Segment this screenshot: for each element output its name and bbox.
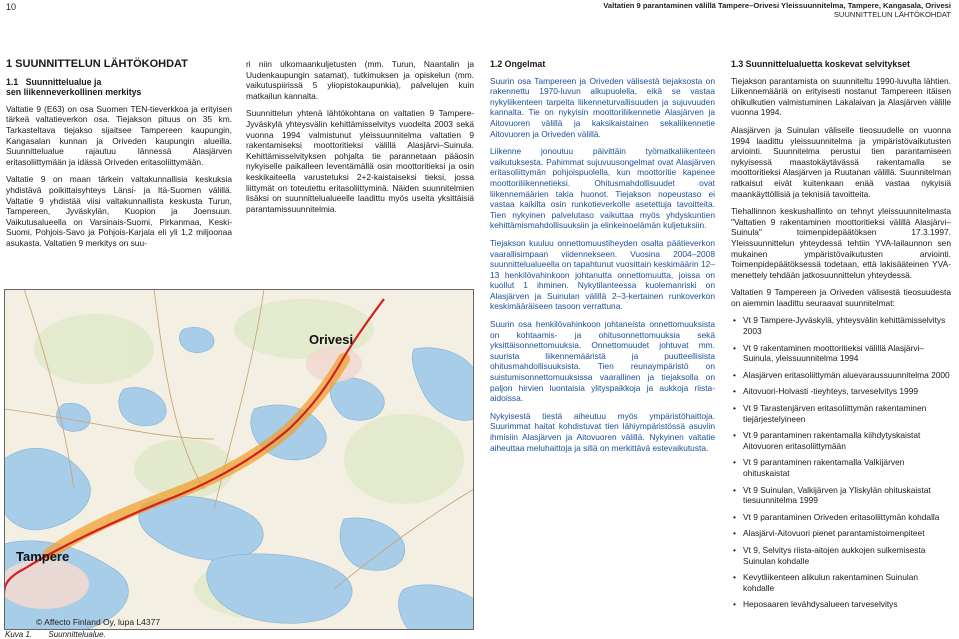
running-subtitle: SUUNNITTELUN LÄHTÖKOHDAT: [833, 10, 951, 19]
paragraph: Valtatien 9 Tampereen ja Oriveden välisestä tieosuudesta on aiemmin laadittu seuraavat suunnitelmat:: [731, 287, 951, 308]
list-item: • Vt 9 Suinulan, Valkijärven ja Yliskylän ohituskaistat tiesuunnitelma 1999: [743, 485, 951, 506]
list-item: • Vt 9 parantaminen rakentamalla kiihdytyskaistat Aitovuoren eritasoliittymään: [743, 430, 951, 451]
list-item: • Vt 9 rakentaminen moottoritieksi välillä Alasjärvi–Suinula, yleissuunnitelma 1994: [743, 343, 951, 364]
paragraph: Liikenne jonoutuu päivittäin työmatkaliikenteen vaikutuksesta. Pahimmat sujuvuusongelmat ovat Alasjärven eritasoliittymän pohjoispuolella, kun moottoritie kapenee moottoriliikennetieksi. Ohitusmahdollisuudet ovat liikennemäärien takia huonot. Tiejakson nopeustaso ei vastaa kaikilta osin runkotieverkolle asetettuja tavoitteita. Tien nykyinen palvelutaso vaikuttaa myös yhdyskuntien kehittämismahdollisuuksiin ja elinkeinoelämän kuljetuksiin.: [490, 146, 715, 231]
column-2: [246, 59, 474, 221]
caption-text: Suunnittelualue.: [48, 630, 106, 639]
map-label-tampere: Tampere: [16, 549, 70, 564]
page-number: 10: [6, 2, 17, 12]
plan-list: [731, 315, 951, 609]
list-item: • Vt 9 parantaminen rakentamalla Valkijärven ohituskaistat: [743, 457, 951, 478]
paragraph: Tiejakson parantamista on suunniteltu 1990-luvulta lähtien. Liikennemääriä on erityisesti nostanut Tampereen itäisen ohikulkutien valmistuminen Lakalaivan ja Alasjärven välille vuonna 1994.: [731, 75, 951, 118]
paragraph: Suurin osa Tampereen ja Oriveden välisestä tiejaksosta on rakennettu 1970-luvun alkupuolella, eikä se vastaa nykyliikenteen tarpeita liikenneturvallisuuden ja sujuvuuden kannalta. Tie on nykyisin moottoriliikennetie Alasjärven ja Aitovuoren välillä ja kaksikaistainen sekaliikennetie Aitovuoren ja Oriveden välillä.: [490, 75, 715, 139]
list-item: • Vt 9 Tampere-Jyväskylä, yhteysvälin kehittämisselvitys 2003: [743, 315, 951, 336]
running-header: [603, 1, 951, 19]
paragraph: Alasjärven ja Suinulan väliselle tieosuudelle on vuonna 1994 laadittu yleissuunnitelma ja ympäristövaikutusten arviointi. Suunnitelma perustui tien parantamiseen nykyisessä maastokäytävässä rakentamalla se moottoritieksi Alasjärven ja Ruutanan välillä. Suunnitelman ratkaisut eivät kuitenkaan enää vastaa nykyisiä maankäyttöllisiä ja teknisiä tavoitteita.: [731, 124, 951, 199]
list-item: • Vt 9 Tarastenjärven eritasoliittymän rakentaminen tiejärjestelyineen: [743, 403, 951, 424]
paragraph: Suunnittelun yhtenä lähtökohtana on valtatien 9 Tampere-Jyväskylä yhteysvälin kehittämisselvitys vuodelta 2003 sekä vuonna 1994 valmistunut yleissuunnitelma valtatien 9 rakentamiseksi moottoritieksi välillä Alasjärvi–Suinula. Kehittämisselvityksen pohjalta tie parannetaan pääosin nykyiselle paikalleen leventämällä osin moottoritieksi ja osin keskikaiteella varustetuksi 2+2-kaistaiseksi tieksi, jossa liittymät on toteutettu eritasoliittyminä. Näiden suunnitelmien lisäksi on suunnittelualueelle laadittu myös useita yksittäisiä parantamissuunnitelmia.: [246, 108, 474, 214]
paragraph: Tiejakson kuuluu onnettomuustiheyden osalta päätieverkon vaarallisimpaan viidennekseen. Vuosina 2004–2008 suunnittelualueella on tapahtunut vuosittain keskimäärin 12–13 henkilövahinkoon johtanutta onnettomuutta, joissa on kuollut 1 ihminen. Nykytilanteessa kuolemanriski on Alasjärven ja Suinulan välillä 2–3-kertainen runkoverkon keskimääräiseen tasoon verrattuna.: [490, 237, 715, 312]
list-item: • Kevytliikenteen alikulun rakentaminen Suinulan kohdalle: [743, 572, 951, 593]
map-figure: [4, 289, 474, 630]
paragraph: Tiehallinnon keskushallinto on tehnyt yleissuunnitelmasta "Valtatien 9 rakentaminen moottoritieksi välillä Alasjärvi–Suinula" toimenpidepäätöksen 17.3.1997. Yleissuunnittelun yhteydessä tehtiin YVA-lailaunnon sen mukainen ympäristövaikutusten arviointi. Toimenpidepäätöksessä todetaan, että lakisääteinen YVA-menettely tehdään jatkosuunnittelun yhteydessä.: [731, 206, 951, 280]
paragraph: Suurin osa henkilövahinkoon johtaneista onnettomuuksista on kohtaamis- ja ohitusonnettomuuksia sekä yksittäisonnettomuuksia. Onnettomuudet johtuvat mm. suurista liikennemääristä ja puutteellisista ohitusmahdollisuuksista. Tien reunaympäristö on suistumisonnettomuuksissa vaarallinen ja tiejaksolla on paljon hirvien luontaisia ylityspaikkoja ja aukkoja riista-aidoissa.: [490, 319, 715, 404]
list-item: • Vt 9, Selvitys riista-aitojen aukkojen sulkemisesta Suinulan kohdalle: [743, 545, 951, 566]
column-4: [731, 59, 951, 616]
section-heading-selvitykset: 1.3 Suunnittelualuetta koskevat selvitykset: [731, 59, 910, 69]
section-title-line2: sen liikenneverkollinen merkitys: [6, 87, 142, 98]
map-copyright: © Affecto Finland Oy, lupa L4377: [36, 617, 161, 627]
column-3: [490, 59, 715, 460]
list-item: • Aitovuori-Holvasti -tieyhteys, tarveselvitys 1999: [743, 386, 951, 397]
section-title-line1: Suunnittelualue ja: [25, 76, 102, 87]
section-number: 1.1: [6, 76, 19, 87]
caption-label: Kuva 1.: [5, 630, 33, 639]
map-label-orivesi: Orivesi: [309, 332, 354, 347]
paragraph: Nykyisestä tiestä aiheutuu myös ympäristöhaittoja. Suurimmat haitat kohdistuvat tien lähiympäristössä asuviin ihmisiin Alasjärven ja Aitovuoren välillä. Nykyinen valtatie aiheuttaa meluhaittoja ja sillä on merkittävä estevaikutusta.: [490, 410, 715, 453]
list-item: • Heposaaren levähdysalueen tarveselvitys: [743, 599, 951, 610]
paragraph: Valtatie 9 on maan tärkein valtakunnallisia keskuksia yhdistävä poikittaisyhteys Länsi- ja Itä-Suomen välillä. Valtatie 9 yhdistää viisi valtakunnallista keskusta Turun, Tampereen, Jyväskylän, Kuopion ja Joensuun. Vaikutusalueella on Varsinais-Suomi, Pirkanmaa, Keski-Suomi, Pohjois-Savo ja Pohjois-Karjala eli yli 1,2 miljoonaa asukasta. Valtatien 9 merkitys on suu-: [6, 174, 232, 248]
section-heading-ongelmat: 1.2 Ongelmat: [490, 59, 546, 69]
column-1: [6, 59, 232, 256]
paragraph: ri niin ulkomaankuljetusten (mm. Turun, Naantalin ja Uudenkaupungin satamat), tutkimuksen ja opiskelun (mm. vaikutuspiirissä 5 yliopistokaupunkia), palvelujen kuin matkailun kannalta.: [246, 59, 474, 101]
list-item: • Alasjärven eritasoliittymän aluevaraussuunnitelma 2000: [743, 370, 951, 381]
paragraph: Valtatie 9 (E63) on osa Suomen TEN-tieverkkoa ja erityisen tärkeä valtatieverkon osa. Tiejakson pituus on 35 km. Tarkasteltava tiejakso sijaitsee Tampereen kaupungin, Kangasalan kunnan ja Oriveden kaupungin alueilla. Suunnittelualue rajautuu lännessä Alasjärven eritasoliittymään ja idässä Oriveden eritasoliittymään.: [6, 103, 232, 167]
figure-caption: [5, 630, 120, 639]
section-heading: [6, 77, 232, 98]
running-title: Valtatien 9 parantaminen välillä Tampere–Orivesi Yleissuunnitelma, Tampere, Kangasala, Orivesi: [603, 1, 951, 10]
list-item: • Vt 9 parantaminen Oriveden eritasoliittymän kohdalla: [743, 512, 951, 523]
list-item: • Alasjärvi-Aitovuori pienet parantamistoimenpiteet: [743, 528, 951, 539]
chapter-heading: 1 SUUNNITTELUN LÄHTÖKOHDAT: [6, 58, 188, 70]
